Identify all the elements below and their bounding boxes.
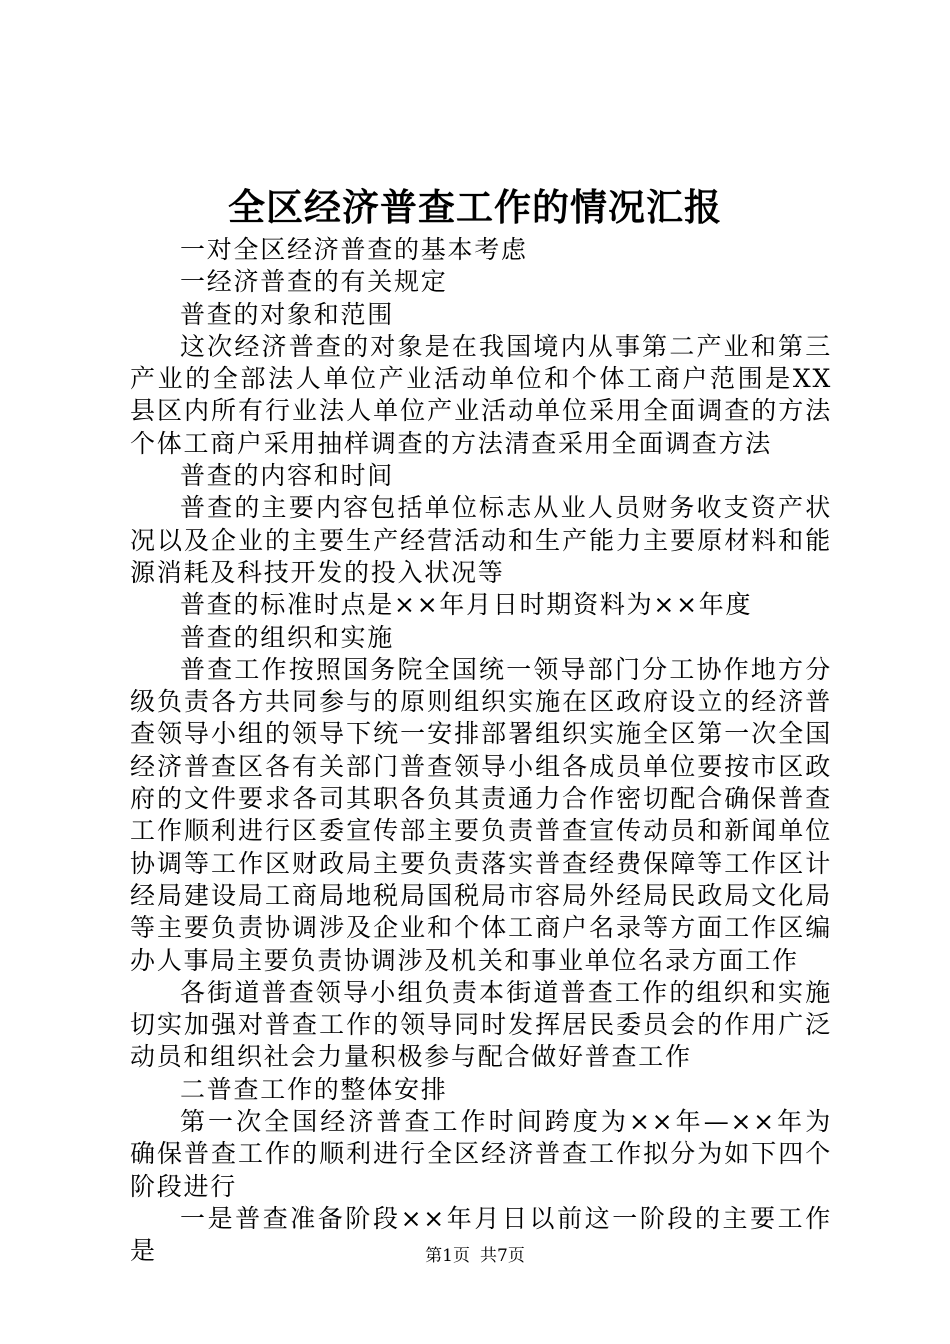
paragraph-3: 普查的对象和范围 (180, 299, 395, 329)
page-footer (0, 1244, 950, 1268)
paragraph-7: 普查的标准时点是××年月日时期资料为××年度 (180, 590, 753, 620)
paragraph-12: 第一次全国经济普查工作时间跨度为××年—××年为确保普查工作的顺利进行全区经济普查工作拟分为如下四个阶段进行 (130, 1107, 832, 1201)
paragraph-13: 一是普查准备阶段××年月日以前这一阶段的主要工作是 (130, 1203, 832, 1266)
paragraph-1: 一对全区经济普查的基本考虑 (180, 235, 528, 264)
document-title: 全区经济普查工作的情况汇报 (228, 185, 722, 229)
paragraph-11: 二普查工作的整体安排 (180, 1074, 448, 1104)
page-number: 第1页 (425, 1246, 470, 1266)
paragraph-8: 普查的组织和实施 (180, 622, 395, 652)
page-total: 共7页 (480, 1246, 525, 1266)
paragraph-2: 一经济普查的有关规定 (180, 267, 448, 297)
paragraph-10: 各街道普查领导小组负责本街道普查工作的组织和实施切实加强对普查工作的领导同时发挥居民委员会的作用广泛动员和组织社会力量积极参与配合做好普查工作 (130, 977, 832, 1072)
paragraph-4: 这次经济普查的对象是在我国境内从事第二产业和第三产业的全部法人单位产业活动单位和个体工商户范围是XX县区内所有行业法人单位产业活动单位采用全面调查的方法个体工商户采用抽样调查的方法清查采用全面调查方法 (130, 331, 832, 458)
paragraph-9: 普查工作按照国务院全国统一领导部门分工协作地方分级负责各方共同参与的原则组织实施在区政府设立的经济普查领导小组的领导下统一安排部署组织实施全区第一次全国经济普查区各有关部门普查领导小组各成员单位要按市区政府的文件要求各司其职各负其责通力合作密切配合确保普查工作顺利进行区委宣传部主要负责普查宣传动员和新闻单位协调等工作区财政局主要负责落实普查经费保障等工作区计经局建设局工商局地税局国税局市容局外经局民政局文化局等主要负责协调涉及企业和个体工商户名录等方面工作区编办人事局主要负责协调涉及机关和事业单位名录方面工作 (130, 654, 832, 975)
paragraph-6: 普查的主要内容包括单位标志从业人员财务收支资产状况以及企业的主要生产经营活动和生产能力主要原材料和能源消耗及科技开发的投入状况等 (130, 493, 832, 587)
document-body (130, 234, 832, 1268)
paragraph-5: 普查的内容和时间 (180, 461, 395, 491)
